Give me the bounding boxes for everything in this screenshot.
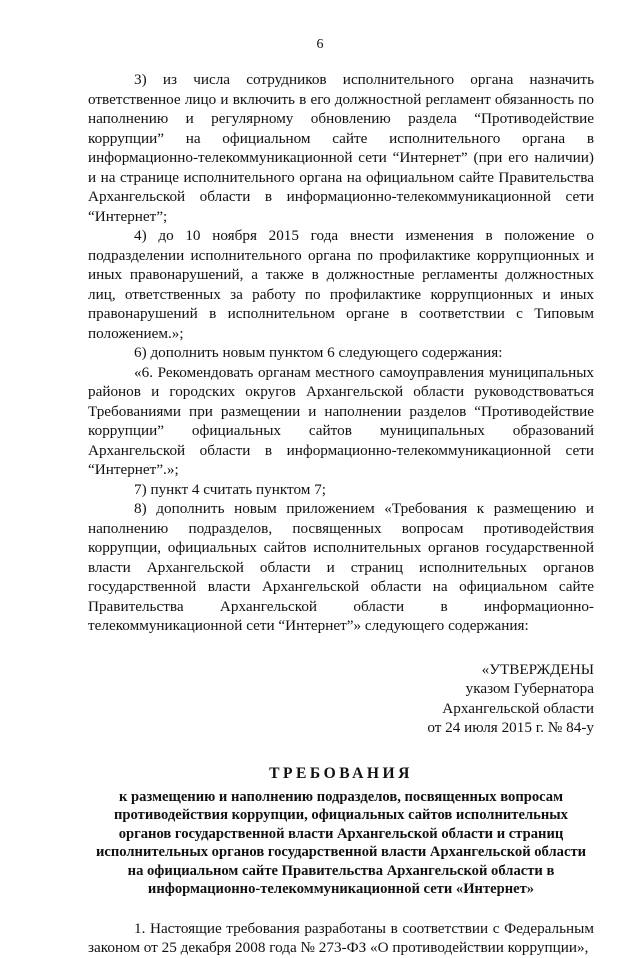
approval-approved-label: «УТВЕРЖДЕНЫ <box>481 660 594 678</box>
requirements-item-1: 1. Настоящие требования разработаны в соответствии с Федеральным законом от 25 декабря 2008 года № 273-ФЗ «О противодействии коррупции», <box>88 919 594 956</box>
approval-block <box>88 660 594 738</box>
requirements-heading: ТРЕБОВАНИЯ <box>269 764 413 782</box>
paragraph-amendment-8: 8) дополнить новым приложением «Требования к размещению и наполнению подразделов, посвященных вопросам противодействия коррупции, официальных сайтов исполнительных органов государственной власти Архангельской области и страниц исполнительных органов государственной власти Архангельской области на официальном сайте Правительства Архангельской области в информационно-телекоммуникационной сети “Интернет”» следующего содержания: <box>88 500 594 634</box>
requirements-subtitle: к размещению и наполнению подразделов, посвященных вопросам противодействия коррупции, официальных сайтов исполнительных органов государственной власти Архангельской области и страниц исполнительных органов государственной власти Архангельской области на официальном сайте Правительства Архангельской области в информационно-телекоммуникационной сети «Интернет» <box>95 788 587 897</box>
page-number: 6 <box>316 37 324 52</box>
paragraph-amendment-7: 7) пункт 4 считать пунктом 7; <box>134 480 327 498</box>
approval-region-label: Архангельской области <box>442 699 594 717</box>
approval-decree-label: указом Губернатора <box>465 680 594 697</box>
paragraph-item-3: 3) из числа сотрудников исполнительного органа назначить ответственное лицо и включить в его должностной регламент обязанность по наполнению и регулярному обновлению раздела “Противодействие коррупции” на официальном сайте исполнительного органа в информационно-телекоммуникационной сети “Интернет” (при его наличии) и на странице исполнительного органа на официальном сайте Правительства Архангельской области в информационно-телекоммуникационной сети “Интернет”; <box>88 71 594 225</box>
document-body <box>88 70 594 958</box>
approval-date-label: от 24 июля 2015 г. № 84-у <box>427 719 594 736</box>
paragraph-item-4: 4) до 10 ноября 2015 года внести изменения в положение о подразделении исполнительного органа по профилактике коррупционных и иных правонарушений, а также в должностные регламенты должностных лиц, ответственных за работу по профилактике коррупционных и иных правонарушений в исполнительном органе в соответствии с Типовым положением.»; <box>88 227 594 342</box>
paragraph-amendment-6: 6) дополнить новым пунктом 6 следующего содержания: <box>134 344 503 361</box>
paragraph-point-6-text: «6. Рекомендовать органам местного самоуправления муниципальных районов и городских округов Архангельской области руководствоваться Требованиями при размещении и наполнении разделов “Противодействие коррупции” официальных сайтов муниципальных образований Архангельской области в информационно-телекоммуникационной сети “Интернет”.»; <box>88 363 594 478</box>
